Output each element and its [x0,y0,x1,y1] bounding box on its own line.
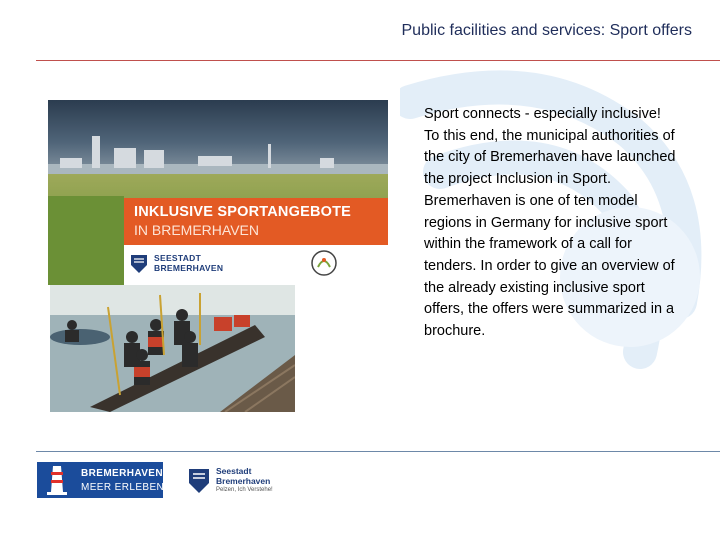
canoe-photo [50,285,295,412]
slide-title: Public facilities and services: Sport offers [401,22,692,39]
brochure-cover [48,100,388,285]
seestadt-bremerhaven-logo [186,463,276,499]
body-paragraph: To this end, the municipal authorities of the city of Bremerhaven have launched the project Inclusion in Sport. Bremerhaven is one of ten model regions in Germany for inclusive sport within the framework of a call for tenders. In order to give an overview of the already existing inclusive sport offers, the offers were summarized in a brochure. [424,127,676,340]
bremerhaven-logo [37,462,168,498]
seestadt-logo-line2: Bremerhaven [216,476,271,486]
inclusion-logo-icon [310,249,338,277]
ship-icon [186,463,212,497]
ship-icon [128,251,150,277]
seestadt-logo-small [128,251,238,279]
brochure-banner [124,198,388,245]
bottom-divider [36,451,720,452]
banner-subtitle: IN BREMERHAVEN [134,222,259,238]
brochure-logo-band [124,245,388,285]
banner-title: INKLUSIVE SPORTANGEBOTE [134,204,352,220]
lighthouse-icon [37,462,77,498]
bremerhaven-logo-line2: MEER ERLEBEN! [81,482,168,493]
top-divider [36,60,720,61]
brochure-image [48,100,388,412]
seestadt-logo-line1: Seestadt [216,466,252,476]
seestadt-logo-line1: SEESTADT [154,253,202,263]
body-heading: Sport connects - especially inclusive! [424,106,661,122]
body-text [424,104,686,343]
seestadt-logo-line2: BREMERHAVEN [154,263,224,273]
seestadt-logo-line3: Pelzen, Ich Verstehe! [216,487,273,493]
bremerhaven-logo-line1: BREMERHAVEN [81,468,163,479]
